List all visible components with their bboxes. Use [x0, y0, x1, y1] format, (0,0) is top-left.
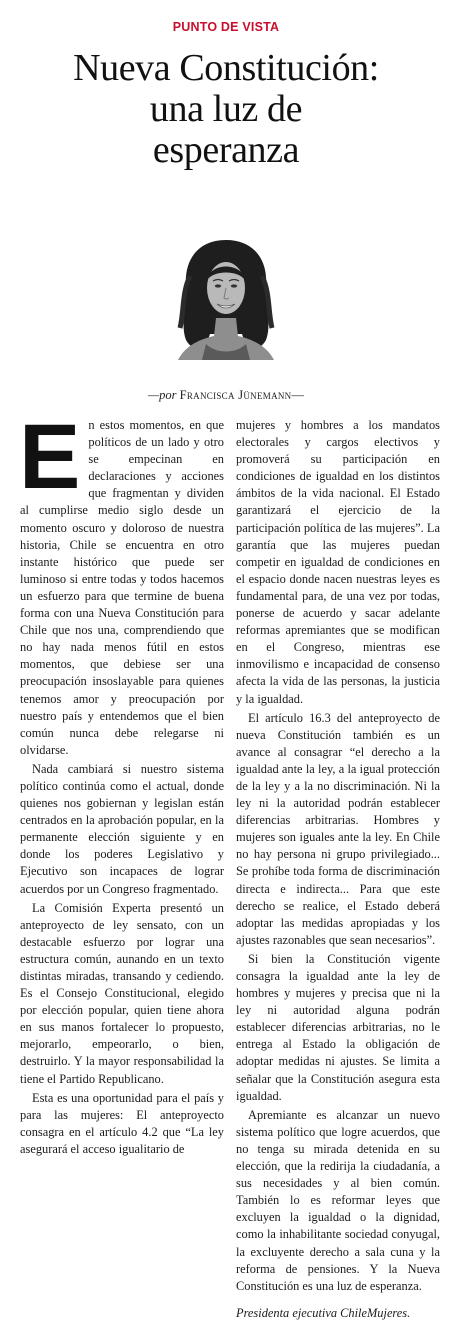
article-paragraph-7: Apremiante es alcanzar un nuevo sistema político que logre acuerdos, que no tenga su mirada detenida en su elección, que la redirija la ciudadanía, a sus necesidades y al bien común. También lo es reformar leyes que excluyen la igualdad o la dignidad, como la inhabilitante sociedad conyugal, la excluyente derecho a sala cuna y la reforma de pensiones. Y la Nueva Constitución es una luz de esperanza.: [236, 1107, 440, 1293]
byline: [0, 388, 452, 403]
article-paragraph-4: Esta es una oportunidad para el país y para las mujeres: El anteproyecto consagra en el artículo 4.2 que “La ley asegurará el acceso igualitario de: [20, 1090, 224, 1156]
author-portrait: [176, 236, 276, 360]
article-paragraph-3: La Comisión Experta presentó un anteproyecto de ley sensato, con un destacable esfuerzo por lograr una estructura común, aunando en un texto distintas miradas, transando y cediendo. Es el Consejo Constitucional, elegido por elección popular, quien tiene ahora en sus manos fortalecer lo propuesto, mejorarlo, empeorarlo, o bien, destruirlo. Y la mayor responsabilidad la tiene el Partido Republicano.: [20, 900, 224, 1086]
headline-line-2: una luz de: [149, 88, 303, 130]
headline-line-3: esperanza: [152, 129, 300, 171]
article-paragraph-5: El artículo 16.3 del anteproyecto de nueva Constitución también es un avance al consagrar “el derecho a la igualdad ante la ley, a la igual protección de la ley y a la no discriminación. Ni la ley ni la autoridad podrán establecer diferencias arbitrarias. Hombres y mujeres son iguales ante la ley. En Chile no hay persona ni grupo privilegiado... Se prohíbe toda forma de discriminación directa e indirecta... Para que este derecho se realice, el Estado deberá adoptar las medidas apropiadas y los ajustes razonables que sean necesarios”.: [236, 710, 440, 947]
byline-suffix: —: [291, 388, 304, 402]
article-paragraph-1: [19, 406, 224, 759]
article-paragraph-6: Si bien la Constitución vigente consagra la igualdad ante la ley de hombres y mujeres y precisa que ni la ley ni autoridad alguna podrán establecer diferencias arbitrarias, no le entrega al Estado la obligación de adoptar medidas ni ajustes. Se limita a señalar que la Constitución asegura esta igualdad.: [236, 951, 440, 1103]
article-column-right: [236, 417, 440, 1324]
byline-prefix: —por: [148, 388, 177, 402]
author-signature: Presidenta ejecutiva ChileMujeres.: [236, 1305, 411, 1320]
headline: [0, 48, 452, 171]
article-paragraph-2: Nada cambiará si nuestro sistema político continúa como el actual, donde quienes nos gobiernan y legislan están centrados en la aprobación popular, en la permanente elección siguiente y en donde los poderes Legislativo y Ejecutivo son incapaces de lograr acuerdos por un Congreso fragmentado.: [20, 761, 224, 896]
section-kicker: PUNTO DE VISTA: [172, 20, 280, 34]
headline-line-1: Nueva Constitución:: [73, 47, 379, 89]
article-column-left: [19, 406, 224, 1160]
drop-cap: E: [19, 406, 81, 508]
article-paragraph-4-continued: mujeres y hombres a los mandatos electorales y cargos electivos y promoverá su participación en condiciones de igualdad en los distintos ámbitos de la vida nacional. El Estado garantizará el ejercicio de la participación política de las mujeres”. La garantía que las mujeres puedan competir en igualdad de condiciones en el espacio donde nacen nuestras leyes es fundamental para, de una vez por todas, ponerse de acuerdo y sacar adelante reformas apremiantes que se modifican en el Congreso, mientras ese inmovilismo e incapacidad de consenso afecta la vida de las personas, la justicia y la igualdad.: [236, 418, 440, 706]
paragraph-1-text: n estos momentos, en que políticos de un lado y otro se empecinan en declaraciones y acciones que fragmentan y dividen al cumplirse medio siglo desde un momento oscuro y doloroso de nuestra historia, Chile se encuentra en otro instante histórico que puede ser luminoso si entre todas y todos hacemos un esfuerzo para que termine de buena forma con una Nueva Constitución para Chile que nos una, comprendiendo que no hay nada menos fútil en estos momentos, que debiese ser una preocupación insoslayable para quienes tenemos amor y preocupación por nuestro país y entendemos que el bien común nunca debe relegarse ni olvidarse.: [20, 418, 224, 757]
author-name: Francisca Jünemann: [179, 388, 292, 402]
